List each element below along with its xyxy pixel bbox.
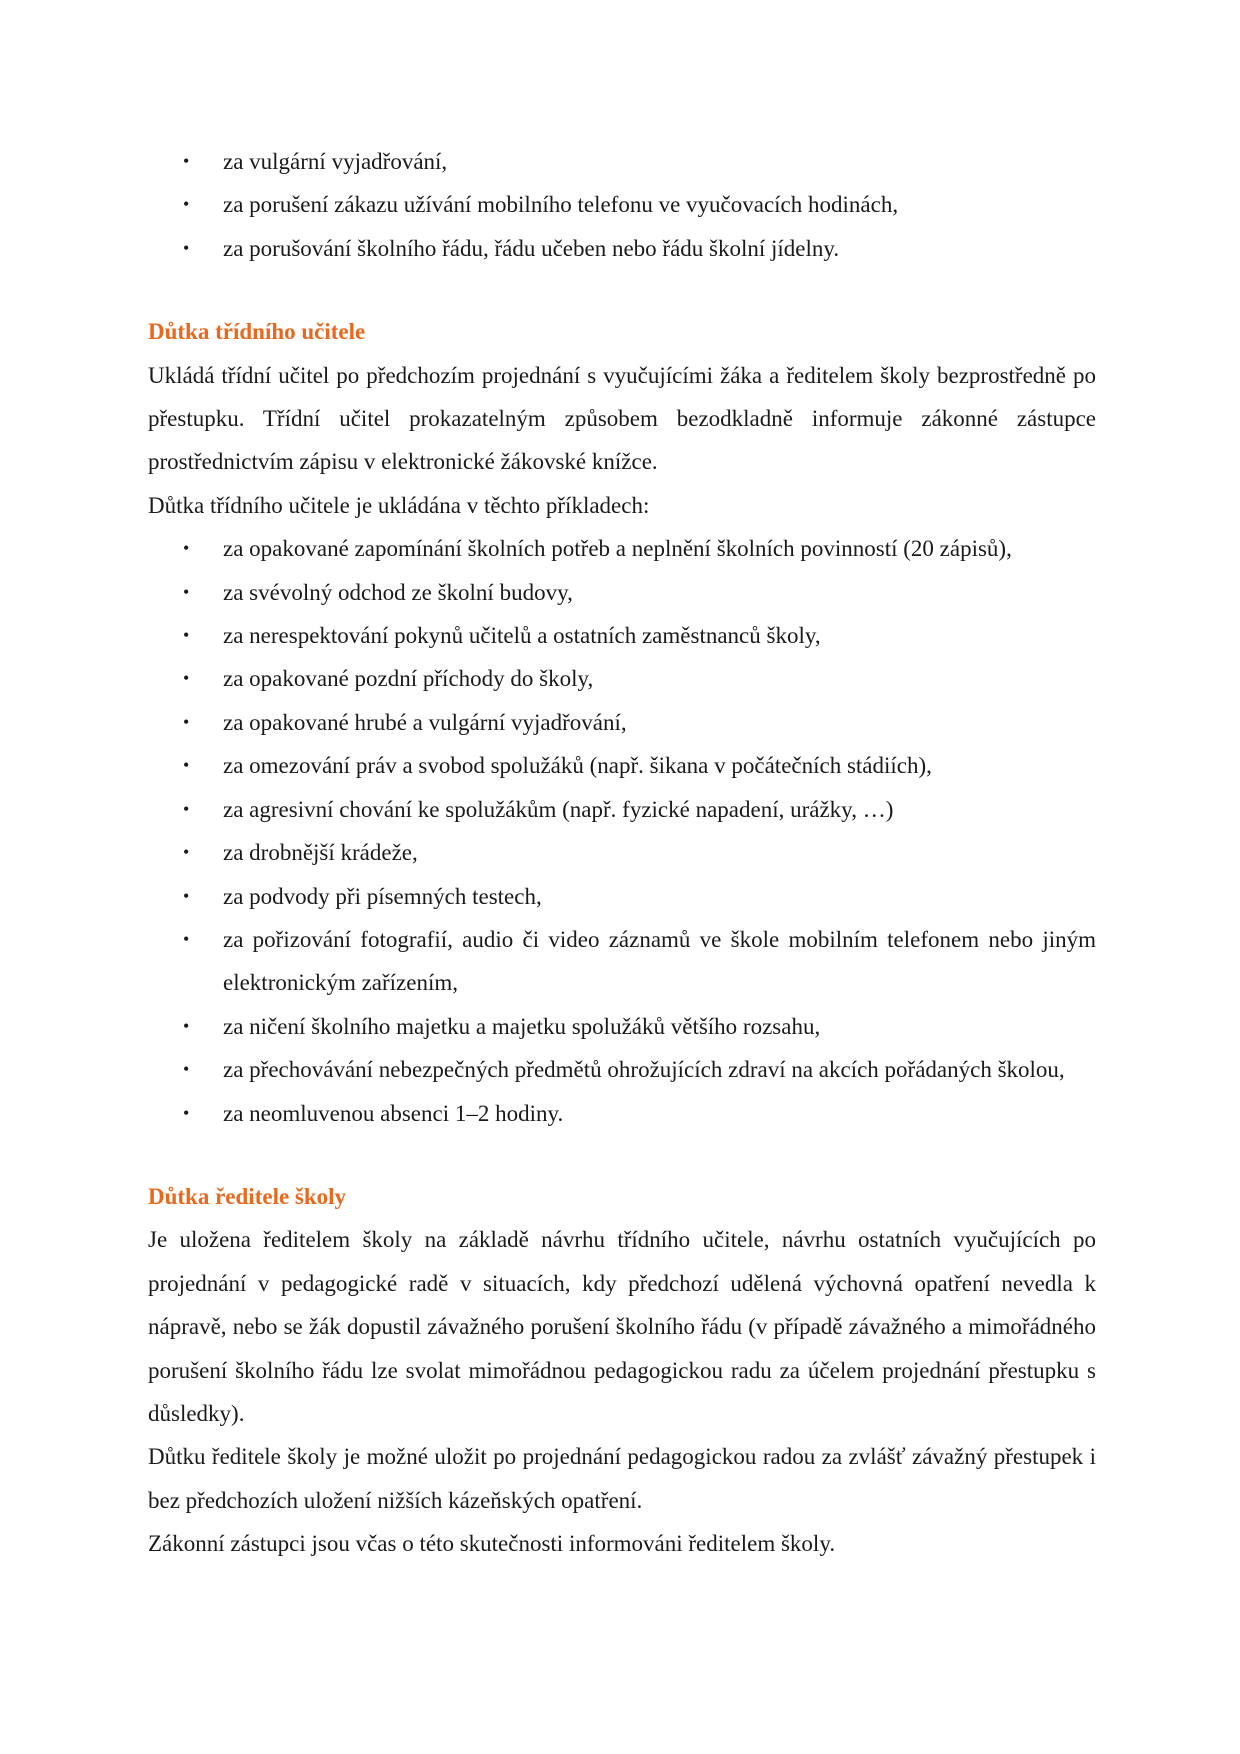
reprimand-cases-list: [148, 527, 1096, 1135]
section-paragraph: Je uložena ředitelem školy na základě návrhu třídního učitele, návrhu ostatních vyučujících po projednání v pedagogické radě v situacích, kdy předchozí udělená výchovná opatření nevedla k nápravě, nebo se žák dopustil závažného porušení školního řádu (v případě závažného a mimořádného porušení školního řádu lze svolat mimořádnou pedagogickou radu za účelem projednání přestupku s důsledky).: [148, 1227, 1096, 1426]
list-item: • za ničení školního majetku a majetku spolužáků většího rozsahu,: [148, 1005, 1096, 1048]
section-heading: Důtka ředitele školy: [148, 1183, 347, 1209]
list-item: • za drobnější krádeže,: [148, 831, 1096, 874]
list-item: • za přechovávání nebezpečných předmětů ohrožujících zdraví na akcích pořádaných školou,: [148, 1048, 1096, 1091]
list-item: • za opakované zapomínání školních potřeb a neplnění školních povinností (20 zápisů),: [148, 527, 1096, 570]
list-item: • za neomluvenou absenci 1–2 hodiny.: [148, 1092, 1096, 1135]
list-item: • za porušování školního řádu, řádu učeben nebo řádu školní jídelny.: [148, 227, 1096, 270]
list-item: • za agresivní chování ke spolužákům (např. fyzické napadení, urážky, …): [148, 788, 1096, 831]
list-item: • za vulgární vyjadřování,: [148, 140, 1096, 183]
list-item: • za svévolný odchod ze školní budovy,: [148, 571, 1096, 614]
section-class-teacher-reprimand: [148, 310, 1096, 1135]
section-paragraph: Ukládá třídní učitel po předchozím projednání s vyučujícími žáka a ředitelem školy bezprostředně po přestupku. Třídní učitel prokazatelným způsobem bezodkladně informuje zákonné zástupce prostřednictvím zápisu v elektronické žákovské knížce.: [148, 362, 1096, 475]
list-item: • za porušení zákazu užívání mobilního telefonu ve vyučovacích hodinách,: [148, 183, 1096, 226]
list-item: • za opakované pozdní příchody do školy,: [148, 657, 1096, 700]
section-paragraph: Důtku ředitele školy je možné uložit po projednání pedagogickou radou za zvlášť závažný přestupek i bez předchozích uložení nižších kázeňských opatření.: [148, 1444, 1096, 1513]
list-item: • za omezování práv a svobod spolužáků (např. šikana v počátečních stádiích),: [148, 744, 1096, 787]
list-item: • za nerespektování pokynů učitelů a ostatních zaměstnanců školy,: [148, 614, 1096, 657]
list-item: • za pořizování fotografií, audio či video záznamů ve škole mobilním telefonem nebo jiným elektronickým zařízením,: [148, 918, 1096, 1005]
document-page: [148, 140, 1096, 1566]
intro-list: [148, 140, 1096, 270]
section-heading: Důtka třídního učitele: [148, 319, 366, 345]
list-item: • za opakované hrubé a vulgární vyjadřování,: [148, 701, 1096, 744]
section-principal-reprimand: [148, 1175, 1096, 1566]
list-item: • za podvody při písemných testech,: [148, 875, 1096, 918]
list-intro: Důtka třídního učitele je ukládána v těchto příkladech:: [148, 492, 650, 518]
section-paragraph: Zákonní zástupci jsou včas o této skutečnosti informováni ředitelem školy.: [148, 1531, 836, 1557]
